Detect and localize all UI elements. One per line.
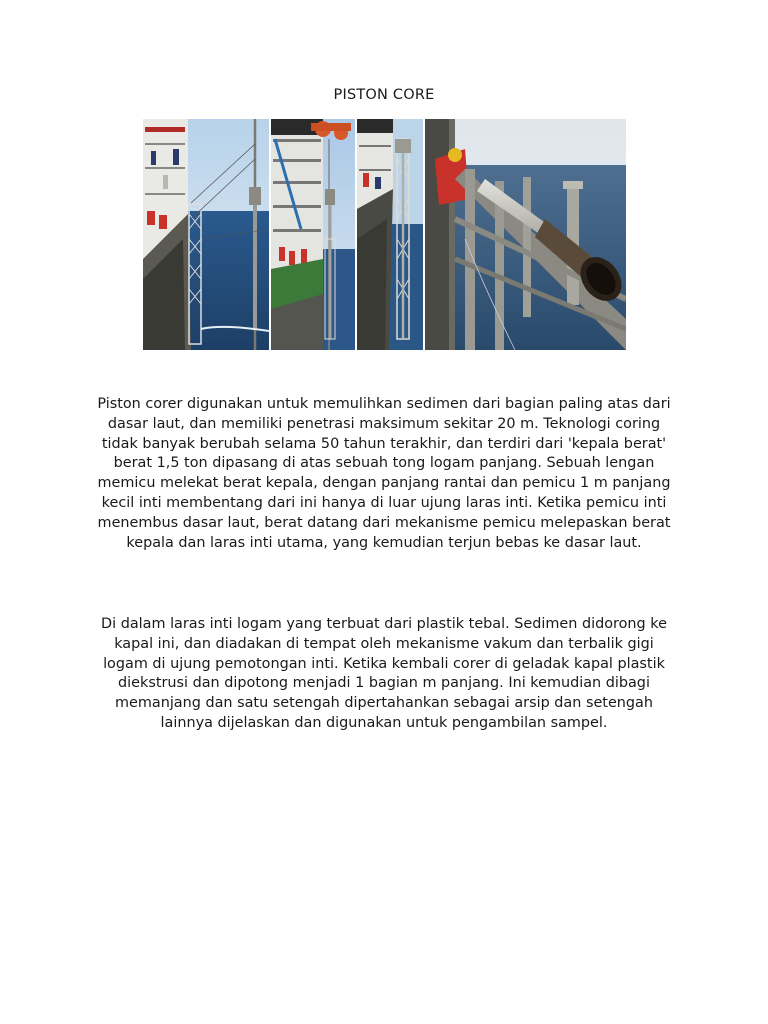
ship-deck-crane-photo [143,119,269,350]
ship-side-corer-photo [271,119,355,350]
core-barrel-rail-photo [425,119,626,350]
ship-rail-corer-photo [357,119,423,350]
piston-core-photo-strip [143,119,626,350]
paragraph-piston-corer-intro: Piston corer digunakan untuk memulihkan sedimen dari bagian paling atas dari dasar laut, dan memiliki penetrasi maksimum sekitar 20 m. Teknologi coring tidak banyak berubah selama 50 tahun terakhir, dan terdiri dari 'kepala berat' berat 1,5 ton dipasang di atas sebuah tong logam panjang. Sebuah lengan memicu melekat berat kepala, dengan panjang rantai dan pemicu 1 m panjang kecil inti membentang dari ini hanya di luar ujung laras inti. Ketika pemicu inti menembus dasar laut, berat datang dari mekanisme pemicu melepaskan berat kepala dan laras inti utama, yang kemudian terjun bebas ke dasar laut. [97,396,671,551]
paragraph-core-barrel-processing: Di dalam laras inti logam yang terbuat dari plastik tebal. Sedimen didorong ke kapal ini, dan diadakan di tempat oleh mekanisme vakum dan terbalik gigi logam di ujung pemotongan inti. Ketika kembali corer di geladak kapal plastik diekstrusi dan dipotong menjadi 1 bagian m panjang. Ini kemudian dibagi memanjang dan satu setengah dipertahankan sebagai arsip dan setengah lainnya dijelaskan dan digunakan untuk pengambilan sampel. [101,616,667,731]
page-title: PISTON CORE [333,87,435,103]
